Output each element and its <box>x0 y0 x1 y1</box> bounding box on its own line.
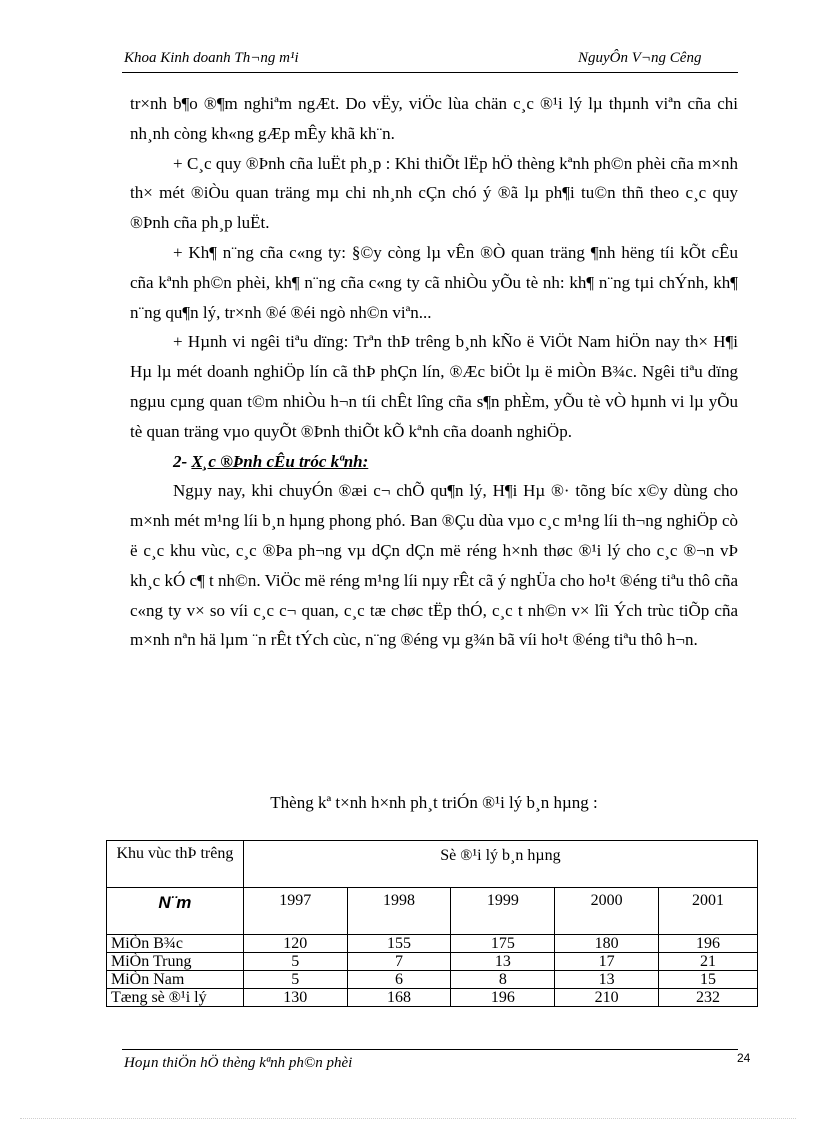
paragraph-continuation: tr×nh b¶o ®¶m nghiªm ngÆt. Do vËy, viÖc lùa chän c¸c ®¹i lý lµ thµnh viªn cña chi nh¸nh còng kh«ng gÆp mÊy khã kh¨n. <box>130 94 738 143</box>
row-label: MiÒn B¾c <box>107 935 244 953</box>
header-faculty: Khoa Kinh doanh Th¬ng m¹i <box>124 50 299 66</box>
table-cell: 180 <box>555 935 659 953</box>
table-cell: 5 <box>243 953 347 971</box>
page-edge <box>20 1118 796 1119</box>
row-label: MiÒn Nam <box>107 971 244 989</box>
table-cell: 5 <box>243 971 347 989</box>
table-cell: 120 <box>243 935 347 953</box>
table-cell: 168 <box>347 989 451 1007</box>
section-number: 2- <box>173 451 192 471</box>
year-header: 2000 <box>555 888 659 935</box>
table-cell: 196 <box>659 935 758 953</box>
table-cell: 7 <box>347 953 451 971</box>
region-header: Khu vùc thÞ trêng <box>107 841 244 888</box>
page-number: 24 <box>737 1051 751 1065</box>
agent-statistics-table <box>106 840 758 1007</box>
table-cell: 6 <box>347 971 451 989</box>
table-cell: 155 <box>347 935 451 953</box>
table-caption: Thèng kª t×nh h×nh ph¸t triÓn ®¹i lý b¸n hµng : <box>270 793 598 812</box>
table-cell: 8 <box>451 971 555 989</box>
table-cell: 13 <box>555 971 659 989</box>
paragraph-consumer-behavior: + Hµnh vi ngêi tiªu dïng: Trªn thÞ trêng b¸nh kÑo ë ViÖt Nam hiÖn nay th× H¶i Hµ lµ mét doanh nghiÖp lín cã thÞ phÇn lín, ®Æc biÖt lµ ë miÒn B¾c. Ngêi tiªu dïng ngµu cµng quan t©m nhiÒu h¬n tíi chÊt lîng cña s¶n phÈm, yÕu tè vÒ hµnh vi lµ yÕu tè quan träng vµo quyÕt ®Þnh thiÕt kÕ kªnh cña doanh nghiÖp. <box>130 332 738 441</box>
paragraph-legal-rules: + C¸c quy ®Þnh cña luËt ph¸p : Khi thiÕt lËp hÖ thèng kªnh ph©n phèi cña m×nh th× mét ®iÒu quan träng mµ chi nh¸nh cÇn chó ý ®ã lµ ph¶i tu©n thñ theo c¸c quy ®Þnh cña ph¸p luËt. <box>130 153 738 233</box>
section-heading <box>130 447 738 477</box>
year-header: 1999 <box>451 888 555 935</box>
header-divider <box>122 72 738 73</box>
row-label: MiÒn Trung <box>107 953 244 971</box>
paragraph-company-capability: + Kh¶ n¨ng cña c«ng ty: §©y còng lµ vÊn ®Ò quan träng ¶nh hëng tíi kÕt cÊu cña kªnh ph©n phèi, kh¶ n¨ng cña c«ng ty cã nhiÒu yÕu tè nh: kh¶ n¨ng tµi chÝnh, kh¶ n¨ng qu¶n lý, tr×nh ®é ®éi ngò nh©n viªn... <box>130 242 738 322</box>
table-cell: 210 <box>555 989 659 1007</box>
table-year-row <box>107 888 758 935</box>
section-title: X¸c ®Þnh cÊu tróc kªnh: <box>191 451 369 471</box>
year-header: 1998 <box>347 888 451 935</box>
table-cell: 17 <box>555 953 659 971</box>
row-label: Tæng sè ®¹i lý <box>107 989 244 1007</box>
table-cell: 15 <box>659 971 758 989</box>
table-row <box>107 989 758 1007</box>
footer-title: Hoµn thiÖn hÖ thèng kªnh ph©n phèi <box>124 1055 353 1071</box>
agent-count-header: Sè ®¹i lý b¸n hµng <box>243 841 757 888</box>
footer-divider <box>122 1049 738 1050</box>
year-header: 1997 <box>243 888 347 935</box>
year-header: 2001 <box>659 888 758 935</box>
table-header-row <box>107 841 758 888</box>
table-row <box>107 971 758 989</box>
body-text <box>130 89 738 655</box>
table-cell: 196 <box>451 989 555 1007</box>
year-label: N¨m <box>158 893 192 912</box>
paragraph-sales-network: Ngµy nay, khi chuyÓn ®æi c¬ chÕ qu¶n lý, H¶i Hµ ®· tõng bíc x©y dùng cho m×nh mét m¹ng líi b¸n hµng phong phó. Ban ®Çu dùa vµo c¸c m¹ng líi th¬ng nghiÖp cò ë c¸c khu vùc, c¸c ®Þa ph¬ng vµ dÇn dÇn më réng h×nh thøc ®¹i lý cho c¸c ®¬n vÞ kh¸c kÓ c¶ t nh©n. ViÖc më réng m¹ng líi nµy rÊt cã ý nghÜa cho ho¹t ®éng tiªu thô cña c«ng ty v× so víi c¸c c¬ quan, c¸c tæ chøc tËp thÓ, c¸c t nh©n v× lîi Ých trùc tiÕp cña m×nh nªn hä lµm ¨n rÊt tÝch cùc, n¨ng ®éng vµ g¾n bã víi ho¹t ®éng tiªu thô h¬n. <box>130 481 738 650</box>
table-cell: 175 <box>451 935 555 953</box>
table-row <box>107 935 758 953</box>
table-cell: 13 <box>451 953 555 971</box>
table-cell: 21 <box>659 953 758 971</box>
year-label-cell <box>107 888 244 935</box>
table-cell: 232 <box>659 989 758 1007</box>
table-cell: 130 <box>243 989 347 1007</box>
table-row <box>107 953 758 971</box>
header-author: NguyÔn V¬ng Cêng <box>578 50 702 66</box>
